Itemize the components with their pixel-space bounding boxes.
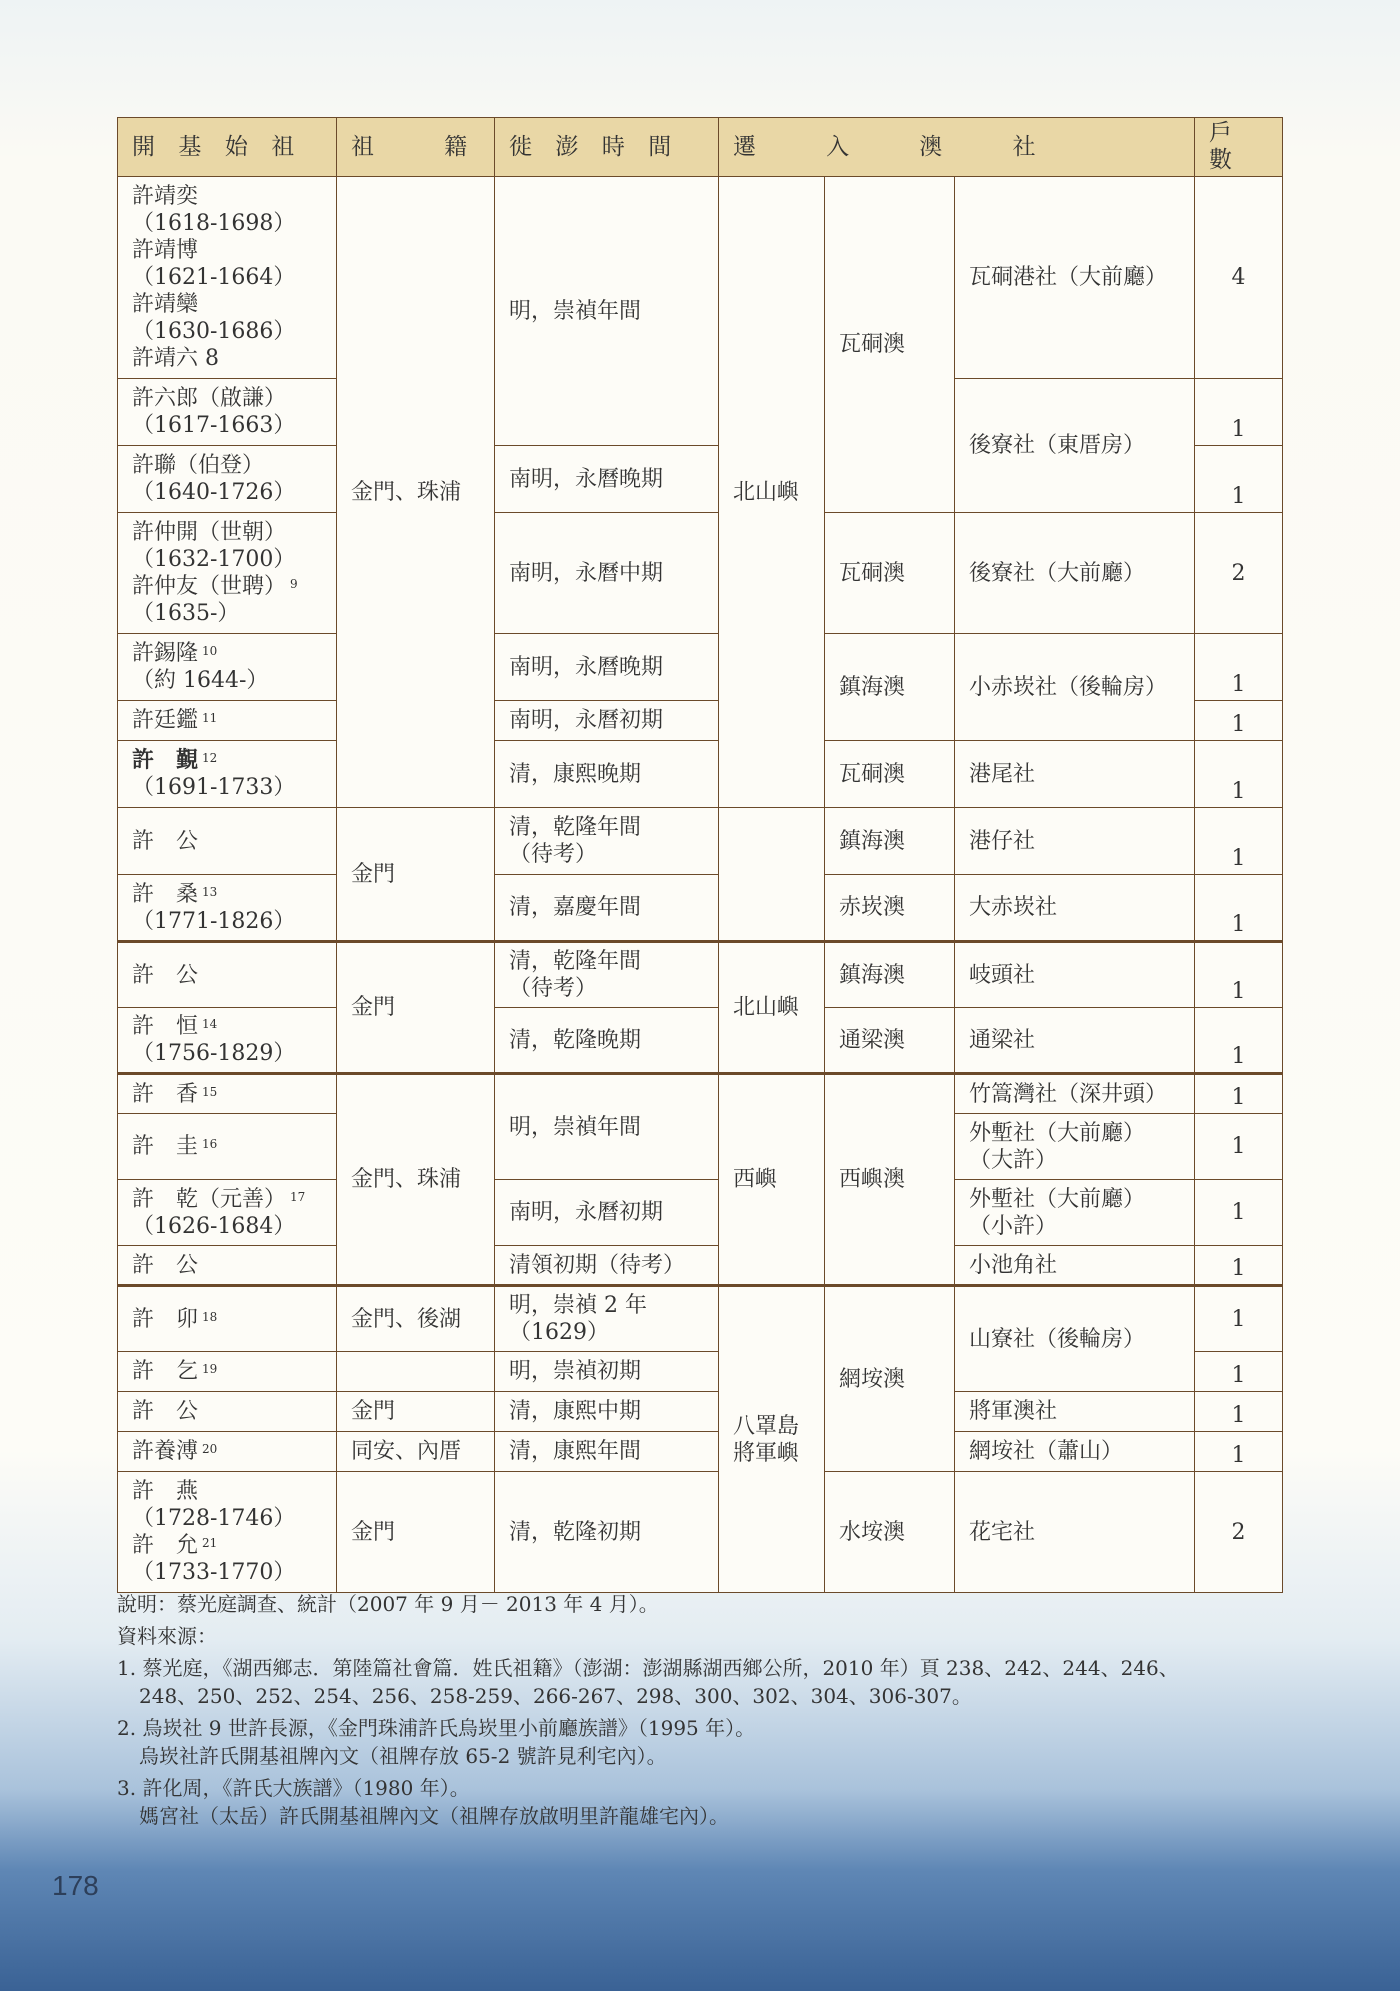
time-cell: 明，崇禎年間	[495, 1074, 719, 1180]
table-row	[118, 1432, 1283, 1472]
footnote-ref: 17	[290, 1189, 306, 1204]
header-origin: 祖 籍	[337, 118, 495, 177]
she-cell: 山寮社（後輪房）	[955, 1286, 1195, 1392]
she-cell: 後寮社（大前廳）	[955, 513, 1195, 634]
footnote-ref: 14	[202, 1017, 218, 1031]
note-source-label: 資料來源：	[117, 1624, 217, 1648]
ao-cell: 鎮海澳	[825, 634, 955, 741]
she-cell: 港仔社	[955, 808, 1195, 875]
origin-cell: 金門	[337, 942, 495, 1074]
count-cell: 1	[1195, 1392, 1283, 1432]
count-cell: 1	[1195, 808, 1283, 875]
region-cell: 北山嶼	[719, 942, 825, 1074]
note-source-3: 3. 許化周，《許氏大族譜》（1980 年）。 媽宮社（太岳）許氏開基祖牌內文（祖牌存放啟明里許龍雄宅內）。	[117, 1776, 729, 1828]
table-row	[118, 1392, 1283, 1432]
ao-cell: 赤崁澳	[825, 875, 955, 942]
time-cell: 南明，永曆初期	[495, 1180, 719, 1246]
she-cell: 將軍澳社	[955, 1392, 1195, 1432]
region-cell: 西嶼	[719, 1074, 825, 1286]
origin-cell: 同安、內厝	[337, 1432, 495, 1472]
note-description: 說明：蔡光庭調查、統計（2007 年 9 月－ 2013 年 4 月）。	[117, 1592, 659, 1616]
footnote-ref: 18	[202, 1309, 218, 1324]
ao-cell: 瓦硐澳	[825, 741, 955, 808]
she-cell: 外塹社（大前廳） （小許）	[955, 1180, 1195, 1246]
she-cell: 後寮社（東厝房）	[955, 379, 1195, 513]
footnote-ref: 11	[202, 711, 218, 725]
table-row	[118, 942, 1283, 1008]
origin-cell: 金門	[337, 1472, 495, 1593]
table-row	[118, 1286, 1283, 1352]
count-cell: 1	[1195, 1074, 1283, 1114]
she-cell: 通梁社	[955, 1008, 1195, 1074]
she-cell: 岐頭社	[955, 942, 1195, 1008]
count-cell: 2	[1195, 1472, 1283, 1593]
count-cell: 1	[1195, 875, 1283, 942]
count-cell: 1	[1195, 1286, 1283, 1352]
origin-cell: 金門	[337, 808, 495, 942]
count-cell: 1	[1195, 701, 1283, 741]
time-cell: 南明，永曆晚期	[495, 634, 719, 701]
ao-cell: 網垵澳	[825, 1286, 955, 1472]
count-cell: 1	[1195, 1432, 1283, 1472]
header-destination: 遷 入 澳 社	[719, 118, 1195, 177]
founder-cell: 許六郎（啟謙） （1617-1663）	[118, 379, 337, 446]
ao-cell: 鎮海澳	[825, 808, 955, 875]
founder-cell: 許聯（伯登） （1640-1726）	[118, 446, 337, 513]
founder-cell: 許 公	[118, 1246, 337, 1286]
founder-cell: 許仲開（世朝） （1632-1700） 許仲友（世聘） $^9$ （1635-）	[118, 513, 337, 634]
table-row	[118, 513, 1283, 634]
header-founder: 開 基 始 祖	[118, 118, 337, 177]
footnote-ref: 20	[202, 1442, 218, 1456]
footnote-ref: 13	[202, 884, 218, 899]
header-time: 徙 澎 時 間	[495, 118, 719, 177]
note-source-1: 1. 蔡光庭，《湖西鄉志．第陸篇社會篇．姓氏祖籍》（澎湖：澎湖縣湖西鄉公所，2010 年）頁 238、242、244、246、 248、250、252、254、256、258-259、266-267、298、300、302、304、306-307。	[117, 1656, 1179, 1708]
ao-cell: 瓦硐澳	[825, 177, 955, 513]
she-cell: 外塹社（大前廳） （大許）	[955, 1114, 1195, 1180]
table-header-row	[118, 118, 1283, 177]
ao-cell: 水垵澳	[825, 1472, 955, 1593]
founder-migration-table	[117, 117, 1283, 1593]
count-cell: 1	[1195, 1246, 1283, 1286]
origin-cell: 金門	[337, 1392, 495, 1432]
time-cell: 清，康熙中期	[495, 1392, 719, 1432]
time-cell: 清，乾隆年間 （待考）	[495, 808, 719, 875]
footnote-ref: 12	[202, 751, 218, 765]
count-cell: 1	[1195, 942, 1283, 1008]
table-row	[118, 741, 1283, 808]
footnote-ref: 10	[202, 644, 218, 658]
count-cell: 1	[1195, 1352, 1283, 1392]
ao-cell: 西嶼澳	[825, 1074, 955, 1286]
founder-cell: 許 恒 $^{14}$ （1756-1829）	[118, 1008, 337, 1074]
table-row	[118, 1074, 1283, 1114]
header-households: 戶 數	[1195, 118, 1283, 177]
she-cell: 花宅社	[955, 1472, 1195, 1593]
genealogy-table-container	[117, 117, 1282, 1593]
she-cell: 網垵社（蕭山）	[955, 1432, 1195, 1472]
table-row	[118, 177, 1283, 379]
table-row	[118, 1008, 1283, 1074]
table-row	[118, 1472, 1283, 1593]
time-cell: 清，乾隆年間 （待考）	[495, 942, 719, 1008]
page-number: 178	[52, 1870, 99, 1901]
count-cell: 1	[1195, 379, 1283, 446]
region-cell: 八罩島 將軍嶼	[719, 1286, 825, 1593]
founder-cell: 許 公	[118, 808, 337, 875]
count-cell: 1	[1195, 1008, 1283, 1074]
ao-cell: 通梁澳	[825, 1008, 955, 1074]
time-cell: 清，乾隆初期	[495, 1472, 719, 1593]
count-cell: 1	[1195, 446, 1283, 513]
table-row	[118, 1180, 1283, 1246]
founder-cell: 許 乞 $^{19}$	[118, 1352, 337, 1392]
founder-cell: 許 公	[118, 942, 337, 1008]
table-row	[118, 634, 1283, 701]
time-cell: 清，康熙年間	[495, 1432, 719, 1472]
footnote-ref: 9	[290, 577, 298, 591]
time-cell: 南明，永曆初期	[495, 701, 719, 741]
founder-cell: 許靖奕 （1618-1698） 許靖博 （1621-1664） 許靖欒 （1630-1686） 許靖六 8	[118, 177, 337, 379]
time-cell: 南明，永曆中期	[495, 513, 719, 634]
footnote-ref: 19	[202, 1362, 218, 1376]
table-notes	[117, 1590, 1287, 1834]
founder-cell: 許 公	[118, 1392, 337, 1432]
founder-cell: 許廷鑑 $^{11}$	[118, 701, 337, 741]
count-cell: 2	[1195, 513, 1283, 634]
footnote-ref: 15	[202, 1084, 218, 1099]
region-cell-blank	[719, 808, 825, 942]
she-cell: 小池角社	[955, 1246, 1195, 1286]
she-cell: 港尾社	[955, 741, 1195, 808]
origin-cell	[337, 1352, 495, 1392]
founder-cell: 許養溥 $^{20}$	[118, 1432, 337, 1472]
footnote-ref: 21	[202, 1536, 218, 1550]
founder-cell: 許 香 $^{15}$	[118, 1074, 337, 1114]
count-cell: 4	[1195, 177, 1283, 379]
ao-cell: 瓦硐澳	[825, 513, 955, 634]
she-cell: 大赤崁社	[955, 875, 1195, 942]
she-cell: 竹篙灣社（深井頭）	[955, 1074, 1195, 1114]
table-row	[118, 808, 1283, 875]
founder-cell: 許 燕 （1728-1746） 許 允 $^{21}$ （1733-1770）	[118, 1472, 337, 1593]
she-cell: 瓦硐港社（大前廳）	[955, 177, 1195, 379]
count-cell: 1	[1195, 1114, 1283, 1180]
time-cell: 清，嘉慶年間	[495, 875, 719, 942]
founder-cell: 許錫隆 $^{10}$ （約 1644-）	[118, 634, 337, 701]
time-cell: 明，崇禎年間	[495, 177, 719, 446]
count-cell: 1	[1195, 1180, 1283, 1246]
count-cell: 1	[1195, 634, 1283, 701]
time-cell: 清領初期（待考）	[495, 1246, 719, 1286]
she-cell: 小赤崁社（後輪房）	[955, 634, 1195, 741]
origin-cell: 金門、珠浦	[337, 177, 495, 808]
note-source-2: 2. 烏崁社 9 世許長源，《金門珠浦許氏烏崁里小前廳族譜》（1995 年）。 烏崁社許氏開基祖牌內文（祖牌存放 65-2 號許見利宅內）。	[117, 1716, 756, 1768]
founder-cell: 許 乾（元善） $^{17}$ （1626-1684）	[118, 1180, 337, 1246]
time-cell: 清，康熙晚期	[495, 741, 719, 808]
time-cell: 明，崇禎 2 年 （1629）	[495, 1286, 719, 1352]
count-cell: 1	[1195, 741, 1283, 808]
time-cell: 南明，永曆晚期	[495, 446, 719, 513]
founder-cell: 許 卯 $^{18}$	[118, 1286, 337, 1352]
origin-cell: 金門、珠浦	[337, 1074, 495, 1286]
founder-cell: 許 覲 $^{12}$ （1691-1733）	[118, 741, 337, 808]
origin-cell: 金門、後湖	[337, 1286, 495, 1352]
time-cell: 明，崇禎初期	[495, 1352, 719, 1392]
table-row	[118, 875, 1283, 942]
founder-cell: 許 桑 $^{13}$ （1771-1826）	[118, 875, 337, 942]
footnote-ref: 16	[202, 1137, 218, 1151]
region-cell: 北山嶼	[719, 177, 825, 808]
founder-cell: 許 圭 $^{16}$	[118, 1114, 337, 1180]
time-cell: 清，乾隆晚期	[495, 1008, 719, 1074]
table-row	[118, 1246, 1283, 1286]
ao-cell: 鎮海澳	[825, 942, 955, 1008]
